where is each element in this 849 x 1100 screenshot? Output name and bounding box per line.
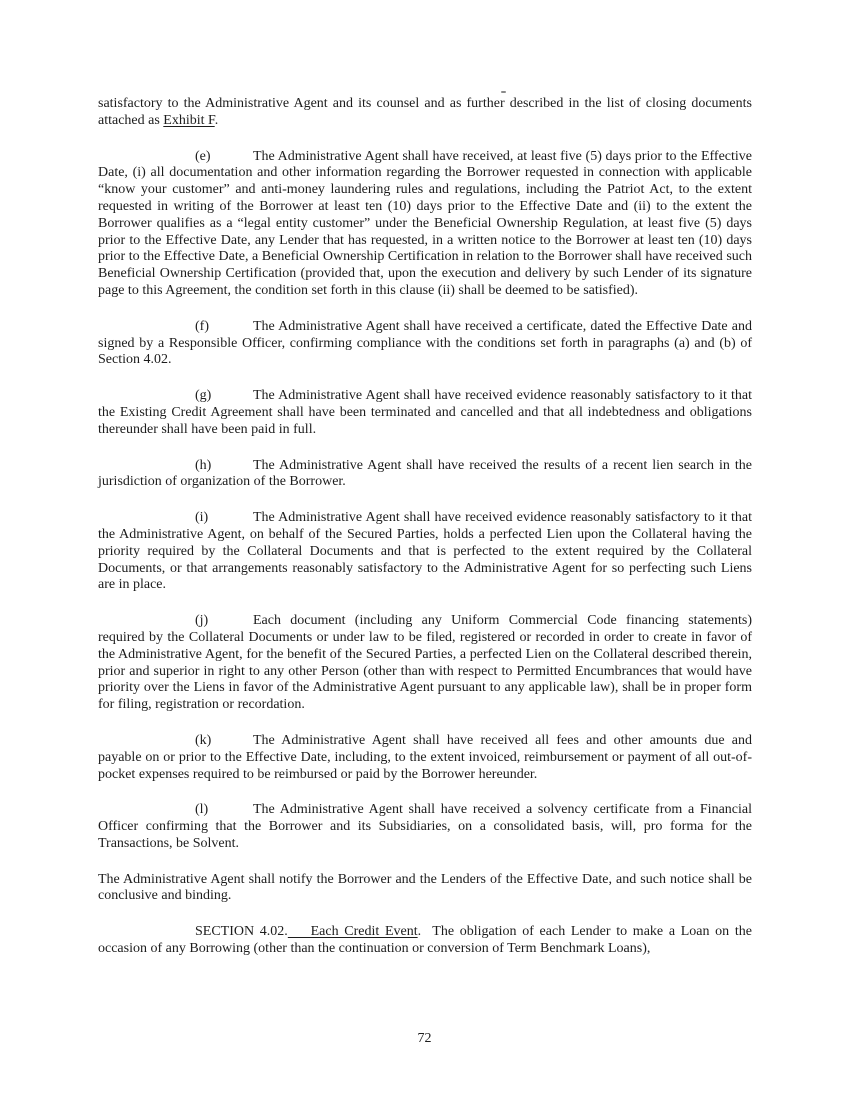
clause-f <box>98 319 752 369</box>
section-number: SECTION 4.02. <box>195 924 288 940</box>
page-number: 72 <box>417 1031 432 1046</box>
page-content <box>98 96 752 958</box>
clause-l <box>98 802 752 852</box>
clause-i <box>98 510 752 594</box>
clause-h-text: The Administrative Agent shall have received the results of a recent lien search in the jurisdiction of organization of the Borrower. <box>98 457 752 490</box>
clause-i-text: The Administrative Agent shall have received evidence reasonably satisfactory to it that the Administrative Agent, on behalf of the Secured Parties, holds a perfected Lien upon the Collateral having the priority required by the Collateral Documents and that is perfected to the extent required by the Collateral Documents, or that arrangements reasonably satisfactory to the Administrative Agent for so perfecting such Liens are in place. <box>98 510 752 593</box>
exhibit-f-reference: Exhibit F <box>163 112 215 128</box>
paragraph-continuation <box>98 96 752 130</box>
clause-j <box>98 613 752 714</box>
clause-l-text: The Administrative Agent shall have received a solvency certificate from a Financial Officer confirming that the Borrower and its Subsidiaries, on a consolidated basis, will, pro forma for the Transactions, be Solvent. <box>98 802 752 851</box>
clause-k-text: The Administrative Agent shall have received all fees and other amounts due and payable on or prior to the Effective Date, including, to the extent invoiced, reimbursement or payment of all out-of-pocket expenses required to be reimbursed or paid by the Borrower hereunder. <box>98 732 752 782</box>
clause-e <box>98 149 752 300</box>
scan-artifact-dot <box>501 91 506 93</box>
section-title: Each Credit Event <box>287 924 418 940</box>
paragraph-notify: The Administrative Agent shall notify the Borrower and the Lenders of the Effective Date, and such notice shall be conclusive and binding. <box>98 871 752 904</box>
clause-k-label: (k) <box>195 732 212 748</box>
clause-j-label: (j) <box>195 613 209 629</box>
clause-g-text: The Administrative Agent shall have received evidence reasonably satisfactory to it that the Existing Credit Agreement shall have been terminated and cancelled and that all indebtedness and obligations thereunder shall have been paid in full. <box>98 388 752 437</box>
continuation-text: satisfactory to the Administrative Agent and its counsel and as further described in the list of closing documents attached as <box>98 96 752 128</box>
clause-f-label: (f) <box>195 318 209 334</box>
clause-e-text: The Administrative Agent shall have received, at least five (5) days prior to the Effective Date, (i) all documentation and other information regarding the Borrower requested in connection with applicable “know your customer” and anti-money laundering rules and regulations, including the Patriot Act, to the extent requested in writing of the Borrower at least ten (10) days prior to the Effective Date and (ii) to the extent the Borrower qualifies as a “legal entity customer” under the Beneficial Ownership Regulation, at least five (5) days prior to the Effective Date, any Lender that has requested, in a written notice to the Borrower at least ten (10) days prior to the Effective Date, a Beneficial Ownership Certification in relation to the Borrower shall have received such Beneficial Ownership Certification (provided that, upon the execution and delivery by such Lender of its signature page to this Agreement, the condition set forth in this clause (ii) shall be deemed to be satisfied). <box>98 148 752 298</box>
clause-f-text: The Administrative Agent shall have received a certificate, dated the Effective Date and signed by a Responsible Officer, confirming compliance with the conditions set forth in paragraphs (a) and (b) of Section 4.02. <box>98 318 752 368</box>
clause-i-label: (i) <box>195 510 209 526</box>
clause-h <box>98 458 752 492</box>
clause-l-label: (l) <box>195 802 209 818</box>
clause-g-label: (g) <box>195 388 212 404</box>
section-body-text: . The obligation of each Lender to make a Loan on the occasion of any Borrowing (other than the continuation or conversion of Term Benchmark Loans), <box>98 924 752 957</box>
continuation-text-end: . <box>214 112 219 128</box>
paragraph-section-402 <box>98 924 752 958</box>
clause-g <box>98 388 752 438</box>
clause-j-text: Each document (including any Uniform Commercial Code financing statements) required by the Collateral Documents or under law to be filed, registered or recorded in order to create in favor of the Administrative Agent, for the benefit of the Secured Parties, a perfected Lien on the Collateral described therein, prior and superior in right to any other Person (other than with respect to Permitted Encumbrances that would have priority over the Liens in favor of the Administrative Agent pursuant to any applicable law), shall be in proper form for filing, registration or recordation. <box>98 613 752 713</box>
clause-h-label: (h) <box>195 457 212 473</box>
clause-e-label: (e) <box>195 148 211 164</box>
clause-k <box>98 733 752 783</box>
